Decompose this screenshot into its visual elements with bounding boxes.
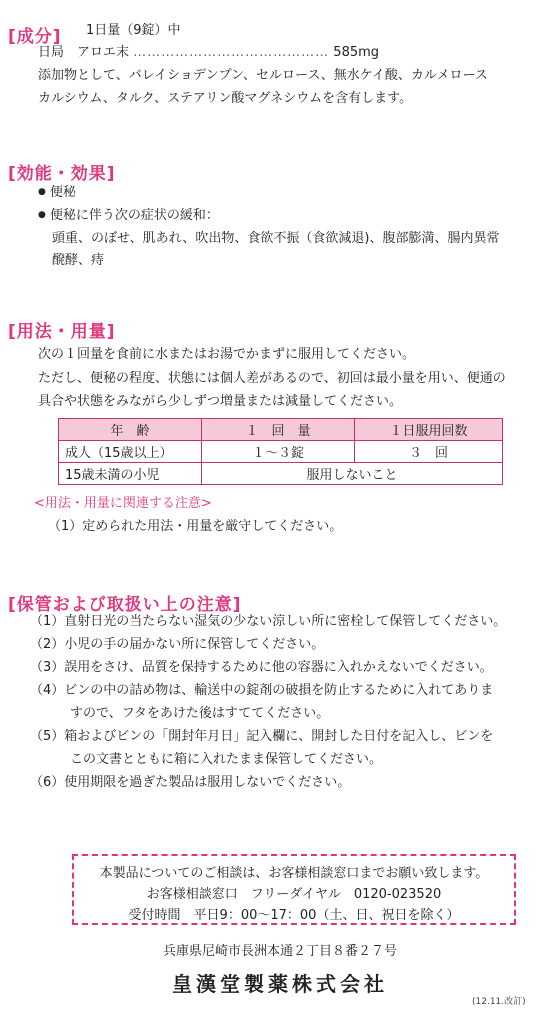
efficacy-detail-1: 頭重、のぼせ、肌あれ、吹出物、食欲不振（食欲減退)、腹部膨満、腸内異常	[52, 231, 500, 246]
storage-title: [保管および取扱い上の注意]	[8, 595, 242, 615]
dosage-line-2: ただし、便秘の程度、状態には個人差があるので、初回は最小量を用い、便通の	[38, 371, 506, 386]
aloe-dots: ……………………………………	[133, 45, 330, 60]
ingredients-dose-line: 1日量（9錠）中	[86, 23, 181, 38]
company-name: 皇漢堂製薬株式会社	[172, 972, 388, 996]
dosage-line-3: 具合や状態をみながら少しずつ増量または減量してください。	[38, 394, 403, 409]
additives-line-1: 添加物として、バレイショデンプン、セルロース、無水ケイ酸、カルメロース	[38, 68, 488, 83]
aloe-name: 日局 アロエ末	[38, 45, 130, 60]
contact-box	[72, 854, 516, 925]
table-cell-dose: 服用しないこと	[202, 463, 503, 485]
efficacy-detail-2: 醗酵、痔	[52, 253, 105, 268]
storage-item-4-cont: すので、フタをあけた後はすててください。	[70, 706, 330, 721]
table-cell-count: ３ 回	[355, 441, 503, 463]
storage-item-5: （5）箱およびビンの「開封年月日」記入欄に、開封した日付を記入し、ビンを	[30, 729, 494, 744]
table-row	[59, 441, 503, 463]
table-cell-age: 15歳未満の小児	[59, 463, 202, 485]
aloe-amount: 585mg	[333, 45, 380, 60]
storage-item-4: （4）ビンの中の詰め物は、輸送中の錠剤の破損を防止するために入れてありま	[30, 683, 494, 698]
dosage-table	[58, 418, 503, 485]
contact-line-2: お客様相談窓口 フリーダイヤル 0120-023520	[146, 887, 442, 902]
efficacy-title: [効能・効果]	[8, 164, 116, 184]
aloe-line	[38, 44, 379, 62]
storage-item-5-cont: この文書とともに箱に入れたまま保管してください。	[70, 752, 383, 767]
ingredients-title: [成分]	[8, 27, 62, 47]
table-cell-dose: １～３錠	[202, 441, 355, 463]
contact-line-1: 本製品についてのご相談は、お客様相談窓口までお願い致します。	[99, 866, 489, 881]
table-cell-age: 成人（15歳以上）	[59, 441, 202, 463]
company-address: 兵庫県尼崎市長洲本通２丁目８番２７号	[162, 944, 397, 959]
revision-note: (12.11.改訂)	[472, 997, 526, 1007]
dosage-note-title: <用法・用量に関連する注意>	[34, 496, 212, 511]
storage-item-6: （6）使用期限を過ぎた製品は服用しないでください。	[30, 775, 351, 790]
storage-item-2: （2）小児の手の届かない所に保管してください。	[30, 637, 325, 652]
table-header-row	[59, 419, 503, 441]
table-header-age: 年 齢	[59, 419, 202, 441]
table-header-single-dose: １ 回 量	[202, 419, 355, 441]
table-row	[59, 463, 503, 485]
dosage-title: [用法・用量]	[8, 322, 116, 342]
storage-item-3: （3）誤用をさけ、品質を保持するために他の容器に入れかえないでください。	[30, 660, 493, 675]
efficacy-item-1: ● 便秘	[38, 184, 76, 203]
dosage-note-1: （1）定められた用法・用量を厳守してください。	[48, 519, 343, 534]
additives-line-2: カルシウム、タルク、ステアリン酸マグネシウムを含有します。	[38, 91, 413, 106]
contact-line-3: 受付時間 平日9：00～17：00（土、日、祝日を除く）	[128, 908, 460, 923]
storage-item-1: （1）直射日光の当たらない湿気の少ない涼しい所に密栓して保管してください。	[30, 614, 507, 629]
dosage-line-1: 次の１回量を食前に水またはお湯でかまずに服用してください。	[38, 347, 416, 362]
table-header-daily-count: １日服用回数	[355, 419, 503, 441]
efficacy-item-2: ● 便秘に伴う次の症状の緩和：	[38, 207, 219, 226]
